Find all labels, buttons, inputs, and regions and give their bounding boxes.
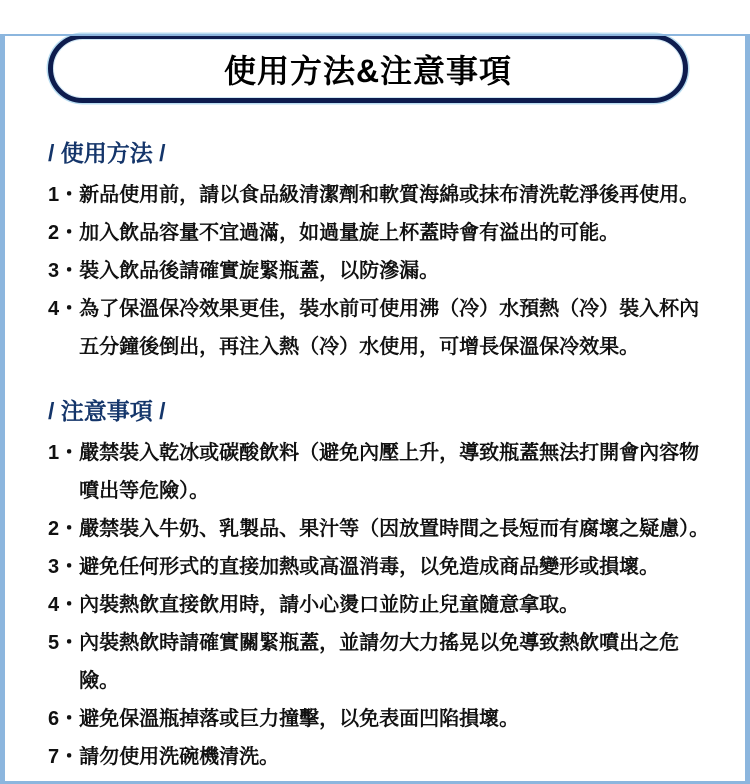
section-cautions-heading: / 注意事項 / xyxy=(48,398,166,424)
item-number: 4・ xyxy=(48,298,80,320)
title-banner xyxy=(48,34,688,103)
item-text: 請勿使用洗碗機清洗。 xyxy=(79,746,280,768)
item-number: 5・ xyxy=(48,632,80,654)
item-number: 1・ xyxy=(48,184,80,206)
section-usage-items xyxy=(48,176,714,366)
frame-border-left xyxy=(0,34,5,784)
page-title: 使用方法&注意事項 xyxy=(223,52,513,89)
item-text: 裝入飲品後請確實旋緊瓶蓋，以防滲漏。 xyxy=(79,260,440,282)
frame-border-top xyxy=(0,34,750,36)
list-item xyxy=(48,700,714,738)
item-text: 新品使用前，請以食品級清潔劑和軟質海綿或抹布清洗乾淨後再使用。 xyxy=(79,184,700,206)
item-number: 6・ xyxy=(48,708,80,730)
section-cautions xyxy=(48,398,714,776)
item-number: 2・ xyxy=(48,518,80,540)
item-text: 加入飲品容量不宜過滿，如過量旋上杯蓋時會有溢出的可能。 xyxy=(79,222,620,244)
item-number: 1・ xyxy=(48,442,80,464)
list-item xyxy=(48,510,714,548)
list-item xyxy=(48,214,714,252)
item-number: 3・ xyxy=(48,556,80,578)
list-item xyxy=(48,586,714,624)
list-item xyxy=(48,548,714,586)
list-item xyxy=(48,290,714,366)
item-number: 3・ xyxy=(48,260,80,282)
item-number: 4・ xyxy=(48,594,80,616)
item-number: 7・ xyxy=(48,746,80,768)
frame-border-right xyxy=(745,34,750,784)
item-text: 避免保溫瓶掉落或巨力撞擊，以免表面凹陷損壞。 xyxy=(79,708,520,730)
header xyxy=(0,34,750,103)
item-text: 嚴禁裝入牛奶、乳製品、果汁等（因放置時間之長短而有腐壞之疑慮）。 xyxy=(79,518,710,540)
list-item xyxy=(48,738,714,776)
section-cautions-items xyxy=(48,434,714,776)
item-text: 內裝熱飲直接飲用時，請小心燙口並防止兒童隨意拿取。 xyxy=(79,594,580,616)
item-text: 嚴禁裝入乾冰或碳酸飲料（避免內壓上升，導致瓶蓋無法打開會內容物噴出等危險）。 xyxy=(79,442,700,502)
list-item xyxy=(48,624,714,700)
section-usage xyxy=(48,140,714,366)
list-item xyxy=(48,252,714,290)
list-item xyxy=(48,176,714,214)
list-item xyxy=(48,434,714,510)
item-number: 2・ xyxy=(48,222,80,244)
item-text: 內裝熱飲時請確實關緊瓶蓋，並請勿大力搖晃以免導致熱飲噴出之危險。 xyxy=(79,632,680,692)
item-text: 為了保溫保冷效果更佳，裝水前可使用沸（冷）水預熱（冷）裝入杯內五分鐘後倒出，再注入熱（冷）水使用，可增長保溫保冷效果。 xyxy=(79,298,700,358)
section-usage-heading: / 使用方法 / xyxy=(48,140,166,166)
item-text: 避免任何形式的直接加熱或高溫消毒，以免造成商品變形或損壞。 xyxy=(79,556,660,578)
content xyxy=(0,140,750,776)
